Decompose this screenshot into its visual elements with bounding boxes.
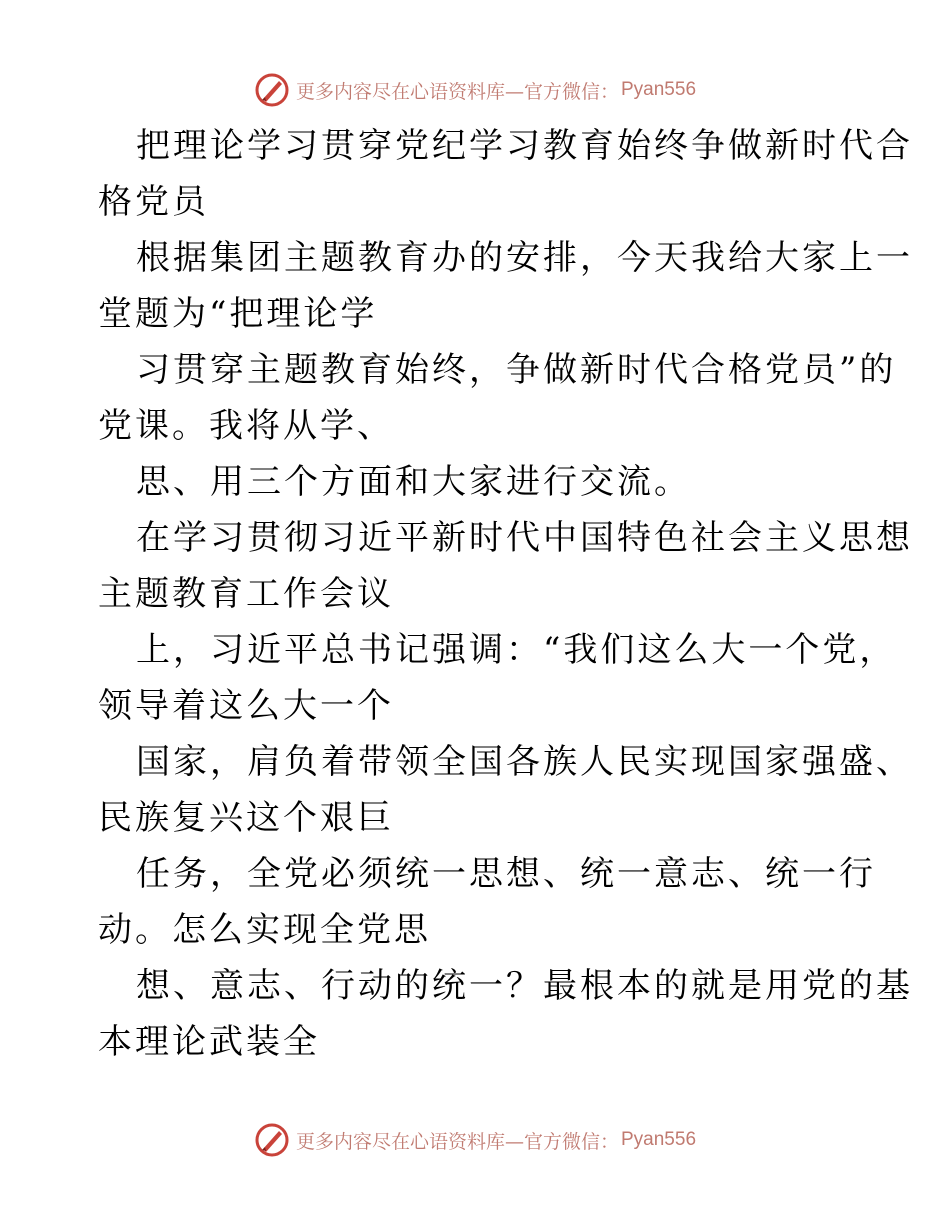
- text-line: 任务，全党必须统一思想、统一意志、统一行: [136, 854, 876, 894]
- text-line: 想、意志、行动的统一？最根本的就是用党的基: [136, 966, 913, 1006]
- text-line: 习贯穿主题教育始终，争做新时代合格党员”的: [136, 350, 897, 390]
- header-watermark-text: 更多内容尽在心语资料库—官方微信：: [295, 80, 619, 103]
- text-line: 国家，肩负着带领全国各族人民实现国家强盛、: [136, 742, 913, 782]
- text-line: 民族复兴这个艰巨: [98, 798, 394, 838]
- header-watermark: [0, 68, 950, 112]
- text-line: 主题教育工作会议: [98, 574, 394, 614]
- document-body: [98, 118, 913, 1070]
- footer-watermark-text: 更多内容尽在心语资料库—官方微信：: [295, 1130, 619, 1153]
- text-line: 堂题为“把理论学: [98, 294, 378, 334]
- header-watermark-id: Pyan556: [621, 79, 697, 100]
- text-line: 本理论武装全: [98, 1022, 320, 1062]
- title-line-2: 格党员: [98, 182, 209, 222]
- text-line: 动。怎么实现全党思: [98, 910, 431, 950]
- footer-watermark-id: Pyan556: [621, 1129, 697, 1150]
- text-line: 上，习近平总书记强调：“我们这么大一个党，: [136, 630, 897, 670]
- text-line: 党课。我将从学、: [98, 406, 394, 446]
- text-line: 在学习贯彻习近平新时代中国特色社会主义思想: [136, 518, 913, 558]
- text-line: 思、用三个方面和大家进行交流。: [136, 462, 691, 502]
- pen-logo-icon: [254, 72, 290, 108]
- footer-watermark: [0, 1118, 950, 1162]
- text-line: 根据集团主题教育办的安排，今天我给大家上一: [136, 238, 913, 278]
- text-line: 领导着这么大一个: [98, 686, 394, 726]
- title-line-1: 把理论学习贯穿党纪学习教育始终争做新时代合: [136, 126, 913, 166]
- pen-logo-icon: [254, 1122, 290, 1158]
